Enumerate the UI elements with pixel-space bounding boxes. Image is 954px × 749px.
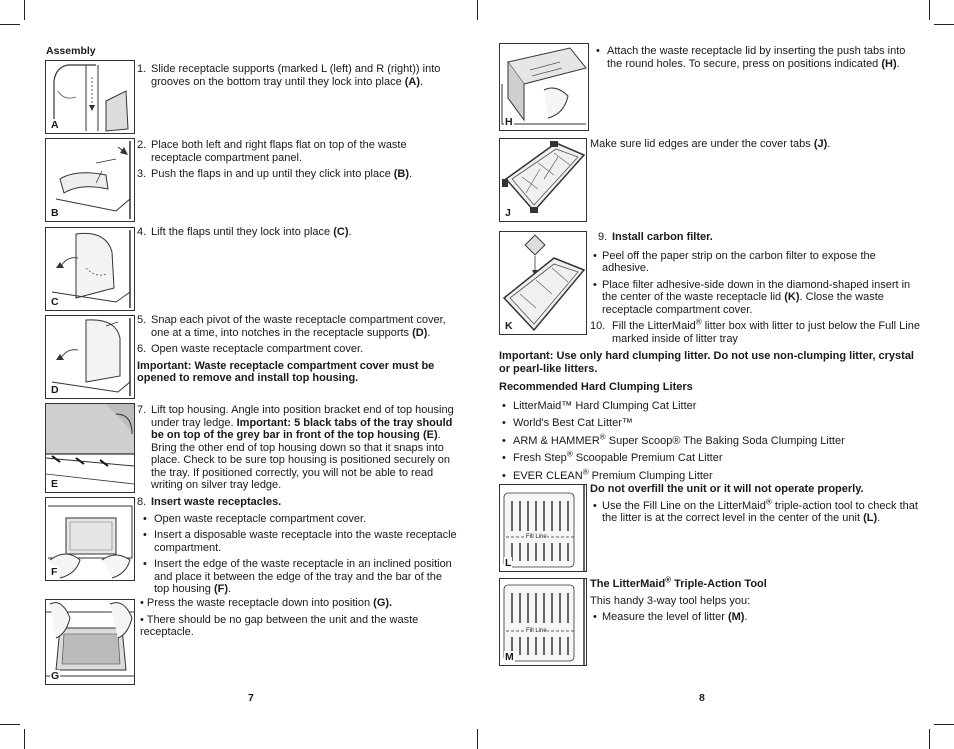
registered-mark: ® (566, 449, 573, 459)
step-number: 5. (137, 314, 147, 326)
tool-title-cont: Triple-Action Tool (674, 578, 767, 590)
litter-section (499, 350, 919, 487)
figure-label: B (51, 206, 59, 219)
litter-item (499, 449, 919, 465)
step-number: 2. (137, 139, 147, 151)
page-number: 7 (248, 692, 254, 704)
figure-l-illustration (500, 485, 586, 571)
bullet-text: Place filter adhesive-side down in the diamond-shaped insert in the center of the waste receptacle lid (602, 278, 911, 303)
tool-section (590, 575, 920, 628)
press-down-notes (140, 597, 456, 643)
tool-title (590, 575, 920, 591)
figure-ref: (D) (412, 326, 428, 339)
step-text: Place both left and right flaps flat on top of the waste receptacle compartment panel. (151, 139, 407, 164)
page-8 (477, 0, 954, 749)
bullet-fill-line (590, 496, 920, 525)
no-overfill-warning: Do not overfill the unit or it will not operate properly. (590, 483, 864, 495)
bullet-text: Measure the level of litter (602, 611, 725, 623)
punct: . (420, 75, 424, 88)
registered-mark: ® (695, 317, 702, 327)
step-9-10 (590, 231, 920, 349)
figure-c (45, 227, 135, 311)
step-7 (137, 404, 457, 496)
bullet-press-down: • Press the waste receptacle down into position (G). (140, 597, 393, 609)
step-number: 6. (137, 343, 147, 355)
fill-line-section (590, 483, 920, 529)
bullet-text: Peel off the paper strip on the carbon filter to expose the adhesive. (602, 249, 876, 274)
figure-j-illustration (500, 139, 586, 221)
recommended-litters-title: Recommended Hard Clumping Liters (499, 381, 693, 393)
figure-j (499, 138, 587, 222)
figure-g (45, 599, 135, 685)
figure-e-illustration (46, 404, 134, 492)
page-number: 8 (699, 692, 705, 704)
step-2 (137, 139, 457, 164)
step-text: Slide receptacle supports (marked L (left) and R (right)) into grooves on the bottom tray until they lock into place (151, 63, 441, 88)
step-number: 4. (137, 226, 147, 238)
bullet-peel-strip (590, 250, 920, 275)
bullet-text: There should be no gap between the unit and the waste receptacle. (140, 613, 419, 638)
step-text: Open waste receptacle compartment cover. (151, 343, 364, 355)
punct: . (877, 512, 881, 524)
section-title: Assembly (46, 45, 96, 57)
figure-ref: (H) (881, 57, 897, 70)
important-note-cover: Important: Waste receptacle compartment cover must be opened to remove and install top housing. (137, 359, 435, 384)
registered-mark: ® (599, 431, 606, 441)
step-title: Install carbon filter. (612, 231, 713, 243)
figure-a (45, 60, 135, 134)
step-3 (137, 168, 457, 181)
step-8 (137, 496, 457, 600)
punct: . (744, 611, 748, 623)
figure-e (45, 403, 135, 493)
figure-label: C (51, 295, 59, 308)
step-text: Push the flaps in and up until they click into place (151, 168, 391, 180)
punct: . (409, 168, 413, 180)
bullet-text: Use the Fill Line on the LitterMaid (602, 499, 766, 512)
punct: . (427, 326, 431, 339)
punct: . (228, 583, 232, 595)
figure-ref: (B) (393, 168, 410, 180)
step-text: Lift top housing. Angle into position bracket end of top housing under tray ledge. (151, 404, 454, 429)
step-number: 8. (137, 496, 147, 508)
bullet-text: Press the waste receptacle down into position (146, 597, 371, 609)
step-text-cont: litter box with litter to just below the Full Line marked inside of litter tray (612, 320, 920, 345)
tool-description: This handy 3-way tool helps you: (590, 594, 751, 607)
figure-label: A (51, 118, 59, 131)
step-9-title (590, 231, 920, 244)
step-number: 9. (598, 231, 608, 243)
registered-mark: ® (665, 575, 672, 585)
figure-ref: (G). (373, 597, 393, 609)
figure-label: M (505, 650, 514, 663)
litter-name: EVER CLEAN (513, 469, 583, 482)
bullet-attach-lid (593, 45, 913, 70)
lid-edges-text (590, 138, 920, 155)
bullet-insert-edge (140, 558, 457, 596)
fill-line-label: Fill Line (526, 534, 547, 540)
steps-2-3 (137, 139, 457, 185)
bullet-measure-level (590, 611, 920, 624)
bullet-text: Insert a disposable waste receptacle into the waste receptacle compartment. (154, 529, 457, 554)
tool-title-text: The LitterMaid (590, 578, 666, 590)
bullet-text-cont: triple-action tool to check that the litter is at the correct level in the center of the unit (602, 499, 918, 524)
bullet-text-cont: . Close the waste receptacle compartment cover. (602, 291, 884, 316)
step-8-title (137, 496, 457, 509)
figure-ref: (L) (863, 512, 878, 524)
litter-item (499, 400, 919, 413)
fill-line-label: Fill Line (526, 628, 547, 634)
bullet-no-gap: • There should be no gap between the unit and the waste receptacle. (140, 613, 419, 638)
figure-label: K (505, 319, 513, 332)
figure-k (499, 231, 587, 335)
step-text: Fill the LitterMaid (612, 320, 696, 332)
figure-ref: (E) (422, 429, 438, 441)
bullet-insert-receptacle (140, 529, 457, 554)
figure-label: D (51, 383, 59, 396)
step-title: Insert waste receptacles. (151, 496, 282, 508)
bullet-place-filter (590, 279, 920, 317)
instruction-text: Make sure lid edges are under the cover tabs (590, 138, 811, 150)
step-10 (590, 317, 920, 345)
litter-name-cont: Premium Clumping Litter (591, 469, 713, 482)
litter-name: LitterMaid™ Hard Clumping Cat Litter (513, 399, 697, 412)
bullet-text: Attach the waste receptacle lid by inserting the push tabs into the round holes. To secure, press on positions indicated (607, 45, 906, 70)
litter-name: Fresh Step (513, 452, 567, 464)
registered-mark: ® (582, 466, 589, 476)
litter-item (499, 417, 919, 430)
figure-ref: (K) (784, 291, 800, 303)
step-number: 1. (137, 63, 147, 75)
figure-m (499, 578, 587, 666)
figure-label: E (51, 477, 59, 490)
important-note-litter: Important: Use only hard clumping litter. Do not use non-clumping litter, crystal or pearl-like litters. (499, 350, 914, 375)
attach-lid-text (593, 45, 913, 74)
litter-name-cont: Scoopable Premium Cat Litter (575, 452, 723, 464)
litter-item (499, 431, 919, 448)
figure-label: H (505, 115, 513, 128)
litter-name: World's Best Cat Litter™ (513, 417, 633, 429)
step-text: Lift the flaps until they lock into place (151, 226, 331, 238)
step-text: Snap each pivot of the waste receptacle compartment cover, one at a time, into notches in the receptacle supports (151, 314, 446, 339)
figure-l (499, 484, 587, 572)
punct: . (348, 226, 352, 238)
important-inline: Important: 5 black tabs of the tray should be on top of the grey bar in front of the top housing (151, 416, 453, 441)
punct: . (827, 138, 831, 150)
registered-mark: ® (765, 496, 772, 506)
litter-name-cont: Super Scoop® The Baking Soda Clumping Litter (608, 434, 845, 447)
step-5 (137, 314, 457, 339)
figure-label: F (51, 565, 58, 578)
litter-item (499, 466, 919, 483)
figure-label: L (505, 556, 512, 569)
bullet-text: Insert the edge of the waste receptacle in an inclined position and place it between the edge of the tray and the bar of the top housing (154, 558, 452, 595)
figure-ref: (C) (333, 226, 349, 238)
figure-ref: (J) (813, 138, 828, 150)
figure-f (45, 497, 135, 581)
litter-name: ARM & HAMMER (513, 434, 600, 447)
step-text-cont: . Bring the other end of top housing down so that it snaps into place. Check to be sure top housing is positioned securely on the tray. If positioned correctly, you will not be able to read writing on silver tray ledge. (151, 429, 451, 491)
figure-d (45, 315, 135, 399)
figure-ref: (F) (213, 583, 228, 595)
figure-label: J (505, 206, 511, 219)
steps-5-6 (137, 314, 457, 389)
figure-f-illustration (46, 498, 134, 580)
bullet-open-cover (140, 513, 457, 526)
figure-b (45, 138, 135, 222)
step-number: 7. (137, 404, 147, 416)
step-1 (137, 63, 457, 92)
figure-label: G (51, 669, 60, 682)
step-number: 10. (590, 320, 606, 332)
step-4 (137, 226, 457, 243)
figure-ref: (M) (727, 611, 745, 623)
figure-h (499, 43, 589, 131)
step-6 (137, 343, 457, 356)
figure-ref: (A) (404, 75, 421, 88)
punct: . (896, 57, 900, 70)
step-number: 3. (137, 168, 147, 180)
bullet-text: Open waste receptacle compartment cover. (154, 512, 367, 525)
